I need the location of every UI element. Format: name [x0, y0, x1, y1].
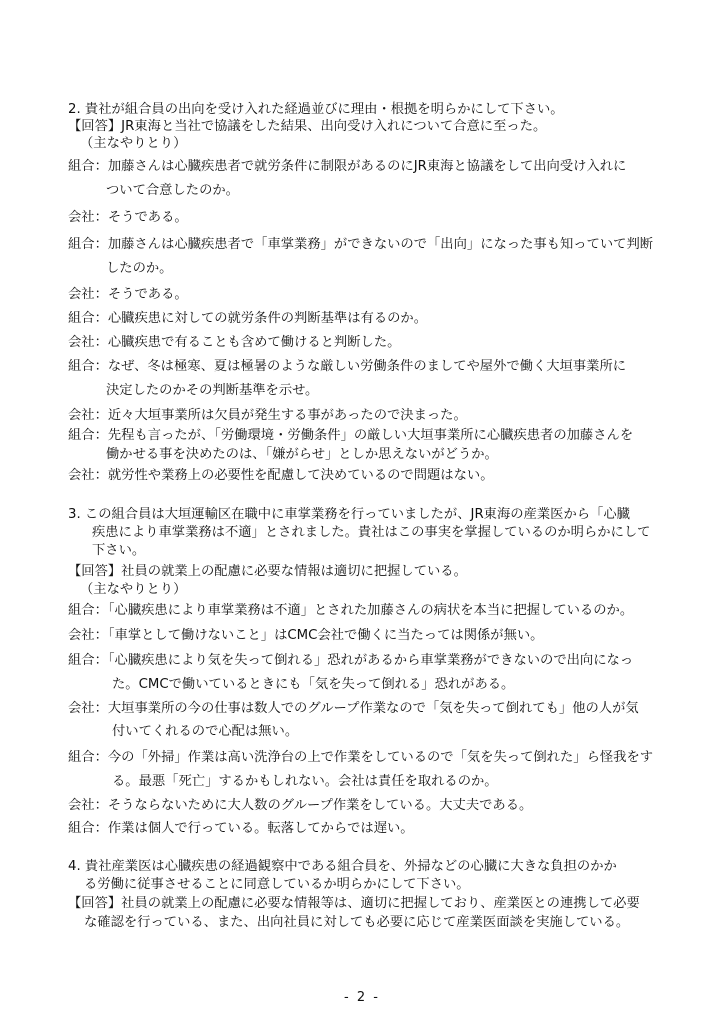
exchange-line-continued: ついて合意したのか。 [106, 183, 239, 198]
exchange-line: 会社：そうである。 [68, 287, 188, 302]
exchange-line: 組合：「心臓疾患により車掌業務は不適」とされた加藤さんの病状を本当に把握しているのか。 [68, 603, 634, 618]
answer-2: 【回答】JR東海と当社で協議をした結果、出向受け入れについて合意に至った。 [68, 119, 547, 134]
question-3-heading-continued: 疾患により車掌業務は不適」とされました。貴社はこの事実を掌握しているのか明らかにして [92, 525, 651, 540]
question-3-heading: 3. この組合員は大垣運輸区在職中に車掌業務を行っていましたが、JR東海の産業医から「心臓 [68, 507, 630, 522]
exchange-line: 組合：作業は個人で行っている。転落してからでは遅い。 [68, 821, 414, 836]
exchange-label: （主なやりとり） [80, 582, 187, 597]
exchange-line: 会社：近々大垣事業所は欠員が発生する事があったので決まった。 [68, 408, 467, 423]
exchange-line: 組合：「心臓疾患により気を失って倒れる」恐れがあるから車掌業務ができないので出向になっ [68, 653, 634, 668]
exchange-line: 組合：なぜ、冬は極寒、夏は極暑のような厳しい労働条件のましてや屋外で働く大垣事業所に [68, 359, 627, 374]
exchange-line-continued: る。最悪「死亡」するかもしれない。会社は責任を取れるのか。 [112, 774, 498, 789]
exchange-line: 会社：大垣事業所の今の仕事は数人でのグループ作業なので「気を失って倒れても」他の人が気 [68, 701, 639, 716]
question-4-heading-continued: る労働に従事させることに同意しているか明らかにして下さい。 [84, 877, 470, 892]
exchange-line: 組合：心臓疾患に対しての就労条件の判断基準は有るのか。 [68, 311, 428, 326]
exchange-line: 組合：加藤さんは心臓疾患者で就労条件に制限があるのにJR東海と協議をして出向受け入れに [68, 159, 627, 174]
exchange-line: 会社：就労性や業務上の必要性を配慮して決めているので問題はない。 [68, 468, 494, 483]
question-4-heading: 4. 貴社産業医は心臓疾患の経過観察中である組合員を、外掃などの心臓に大きな負担のかか [68, 859, 617, 874]
answer-4-continued: な確認を行っている、また、出向社員に対しても必要に応じて産業医面談を実施している。 [84, 915, 630, 930]
question-3-heading-continued: 下さい。 [92, 543, 146, 558]
exchange-line: 会社：そうである。 [68, 210, 188, 225]
exchange-line-continued: 付いてくれるので心配は無い。 [112, 724, 299, 739]
exchange-line: 組合：今の「外掃」作業は高い洗浄台の上で作業をしているので「気を失って倒れた」ら怪我をす [68, 750, 654, 765]
exchange-label: （主なやりとり） [80, 136, 187, 151]
answer-4: 【回答】社員の就業上の配慮に必要な情報等は、適切に把握しており、産業医との連携して必要 [68, 896, 640, 911]
question-2-heading: 2. 貴社が組合員の出向を受け入れた経過並びに理由・根拠を明らかにして下さい。 [68, 102, 564, 117]
exchange-line-continued: た。CMCで働いているときにも「気を失って倒れる」恐れがある。 [112, 677, 515, 692]
answer-3: 【回答】社員の就業上の配慮に必要な情報は適切に把握している。 [68, 564, 467, 579]
exchange-line-continued: したのか。 [106, 261, 173, 276]
exchange-line-continued: 決定したのかその判断基準を示せ。 [106, 383, 319, 398]
exchange-line: 会社：「車掌として働けないこと」はCMC会社で働くに当たっては関係が無い。 [68, 628, 544, 643]
page-number: - 2 - [344, 990, 380, 1005]
exchange-line: 組合：先程も言ったが、「労働環境・労働条件」の厳しい大垣事業所に心臓疾患者の加藤さんを [68, 428, 634, 443]
exchange-line: 会社：心臓疾患で有ることも含めて働けると判断した。 [68, 335, 401, 350]
exchange-line-continued: 働かせる事を決めたのは、「嫌がらせ」としか思えないがどうか。 [106, 447, 498, 462]
exchange-line: 会社：そうならないために大人数のグループ作業をしている。大丈夫である。 [68, 798, 533, 813]
exchange-line: 組合：加藤さんは心臓疾患者で「車掌業務」ができないので「出向」になった事も知っていて判断 [68, 237, 654, 252]
